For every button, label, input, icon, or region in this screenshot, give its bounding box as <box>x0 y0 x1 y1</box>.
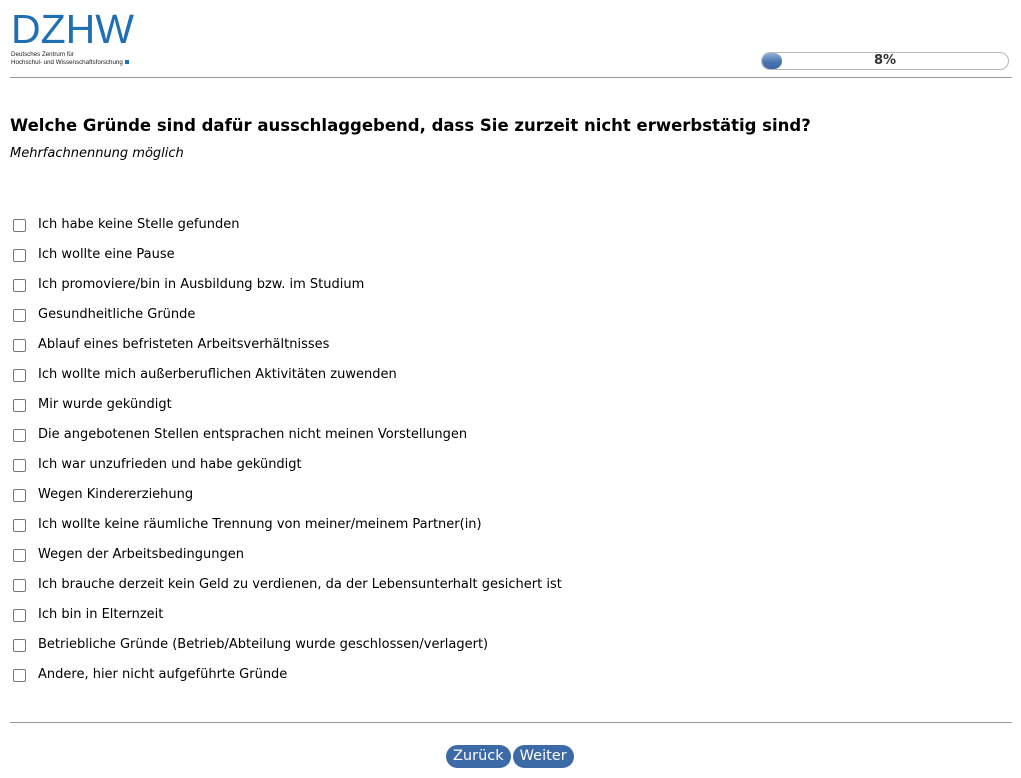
option-item[interactable] <box>13 300 913 330</box>
option-label: Ich wollte keine räumliche Trennung von meiner/meinem Partner(in) <box>38 517 482 532</box>
option-label: Andere, hier nicht aufgeführte Gründe <box>38 667 288 682</box>
option-item[interactable] <box>13 480 913 510</box>
logo-wordmark: DZHW <box>11 6 134 52</box>
logo-subtitle-line1: Deutsches Zentrum für <box>11 51 74 58</box>
option-label: Ich bin in Elternzeit <box>38 607 164 622</box>
option-label: Ablauf eines befristeten Arbeitsverhältnisses <box>38 337 330 352</box>
back-button[interactable]: Zurück <box>446 745 511 768</box>
header-divider <box>10 77 1012 78</box>
option-item[interactable] <box>13 510 913 540</box>
option-label: Mir wurde gekündigt <box>38 397 172 412</box>
footer-divider <box>10 722 1012 723</box>
logo-square-icon <box>125 60 129 64</box>
option-item[interactable] <box>13 450 913 480</box>
progress-label: 8% <box>873 53 897 68</box>
option-checkbox[interactable] <box>13 489 26 502</box>
option-item[interactable] <box>13 270 913 300</box>
option-checkbox[interactable] <box>13 639 26 652</box>
option-item[interactable] <box>13 570 913 600</box>
option-item[interactable] <box>13 600 913 630</box>
progress-bar <box>761 52 1009 70</box>
option-checkbox[interactable] <box>13 249 26 262</box>
option-label: Die angebotenen Stellen entsprachen nicht meinen Vorstellungen <box>38 427 468 442</box>
navigation-buttons <box>446 745 574 768</box>
option-checkbox[interactable] <box>13 309 26 322</box>
question-hint: Mehrfachnennung möglich <box>10 146 184 161</box>
option-label: Gesundheitliche Gründe <box>38 307 196 322</box>
option-item[interactable] <box>13 420 913 450</box>
option-checkbox[interactable] <box>13 339 26 352</box>
option-item[interactable] <box>13 360 913 390</box>
option-checkbox[interactable] <box>13 459 26 472</box>
option-item[interactable] <box>13 330 913 360</box>
option-item[interactable] <box>13 660 913 690</box>
option-label: Ich habe keine Stelle gefunden <box>38 217 240 232</box>
header <box>0 0 1021 78</box>
option-checkbox[interactable] <box>13 669 26 682</box>
option-checkbox[interactable] <box>13 279 26 292</box>
option-item[interactable] <box>13 210 913 240</box>
option-label: Ich wollte eine Pause <box>38 247 175 262</box>
option-label: Ich war unzufrieden und habe gekündigt <box>38 457 302 472</box>
option-label: Wegen Kindererziehung <box>38 487 194 502</box>
option-checkbox[interactable] <box>13 399 26 412</box>
option-checkbox[interactable] <box>13 549 26 562</box>
option-item[interactable] <box>13 630 913 660</box>
option-label: Betriebliche Gründe (Betrieb/Abteilung wurde geschlossen/verlagert) <box>38 637 489 652</box>
option-checkbox[interactable] <box>13 429 26 442</box>
question-title: Welche Gründe sind dafür ausschlaggebend, dass Sie zurzeit nicht erwerbstätig sind? <box>10 116 811 135</box>
logo-subtitle-line2-wrap <box>11 59 146 67</box>
option-label: Ich wollte mich außerberuflichen Aktivitäten zuwenden <box>38 367 397 382</box>
option-item[interactable] <box>13 240 913 270</box>
option-checkbox[interactable] <box>13 219 26 232</box>
option-label: Ich promoviere/bin in Ausbildung bzw. im Studium <box>38 277 365 292</box>
option-checkbox[interactable] <box>13 369 26 382</box>
option-label: Wegen der Arbeitsbedingungen <box>38 547 244 562</box>
option-checkbox[interactable] <box>13 609 26 622</box>
option-checkbox[interactable] <box>13 579 26 592</box>
option-list <box>13 210 913 690</box>
dzhw-logo <box>11 6 146 68</box>
option-label: Ich brauche derzeit kein Geld zu verdienen, da der Lebensunterhalt gesichert ist <box>38 577 562 592</box>
option-item[interactable] <box>13 390 913 420</box>
option-checkbox[interactable] <box>13 519 26 532</box>
option-item[interactable] <box>13 540 913 570</box>
next-button[interactable]: Weiter <box>513 745 574 768</box>
logo-subtitle-line2: Hochschul- und Wissenschaftsforschung <box>11 59 123 66</box>
